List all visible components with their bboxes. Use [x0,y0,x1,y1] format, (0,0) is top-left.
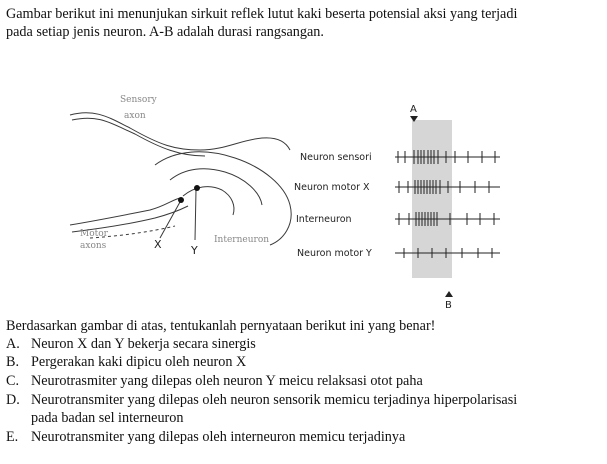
option-d-text: Neurotransmiter yang dilepas oleh neuron sensorik memicu terjadinya hiperpolarisasi [31,392,518,408]
label-x: X [154,238,162,251]
trace-label-motor-y: Neuron motor Y [297,248,372,259]
option-b-letter: B. [6,354,20,370]
marker-a-icon [410,116,418,122]
label-axon: axon [124,111,146,121]
label-b: B [445,300,452,311]
reflex-arc-diagram [70,113,291,245]
option-a-letter: A. [6,336,20,352]
intro-line-2: pada setiap jenis neuron. A-B adalah durasi rangsangan. [6,24,324,40]
option-b-text: Pergerakan kaki dipicu oleh neuron X [31,354,247,370]
trace-label-motor-x: Neuron motor X [294,182,370,193]
option-e-text: Neurotransmiter yang dilepas oleh interneuron memicu terjadinya [31,429,406,445]
label-motor: Motor [80,229,108,239]
option-c-letter: C. [6,373,20,389]
trace-label-interneuron: Interneuron [296,214,352,225]
label-a: A [410,104,417,115]
label-interneuron-small: Interneuron [214,235,270,245]
option-d-letter: D. [6,392,20,408]
marker-b-icon [445,291,453,297]
neuron-y-dot [194,185,200,191]
trace-label-sensori: Neuron sensori [300,152,372,163]
option-d-text-2: pada badan sel interneuron [31,410,184,426]
option-a-text: Neuron X dan Y bekerja secara sinergis [31,336,256,352]
neuron-x-dot [178,197,184,203]
label-axons: axons [80,241,107,251]
stimulus-window [412,120,452,278]
intro-line-1: Gambar berikut ini menunjukan sirkuit reflek lutut kaki beserta potensial aksi yang terjadi [6,6,518,22]
label-sensory: Sensory [120,95,157,105]
question-text: Berdasarkan gambar di atas, tentukanlah pernyataan berikut ini yang benar! [6,318,436,334]
option-e-letter: E. [6,429,19,445]
option-c-text: Neurotrasmiter yang dilepas oleh neuron Y meicu relaksasi otot paha [31,373,423,389]
label-y: Y [191,244,198,257]
